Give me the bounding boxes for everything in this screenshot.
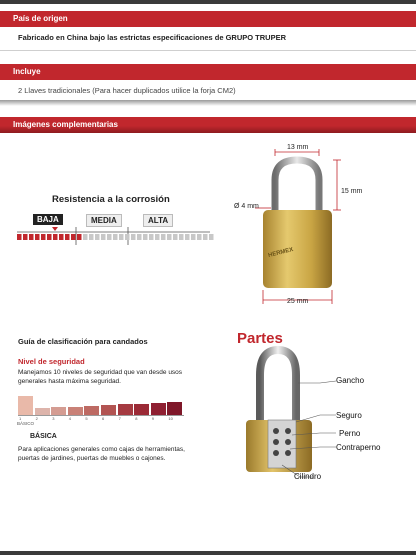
corrosion-segment	[173, 234, 178, 240]
security-level-number: 1	[19, 416, 22, 421]
corrosion-segment	[137, 234, 142, 240]
security-level-bar	[134, 404, 149, 415]
corrosion-title: Resistencia a la corrosión	[52, 194, 170, 205]
corrosion-segment	[59, 234, 64, 240]
part-label-lock: Seguro	[336, 411, 362, 420]
top-border	[0, 0, 416, 4]
corrosion-segment	[83, 234, 88, 240]
lock-body	[263, 210, 332, 288]
corrosion-segment	[203, 234, 208, 240]
corrosion-segment	[23, 234, 28, 240]
corrosion-scale	[14, 223, 214, 249]
corrosion-label-medium: MEDIA	[86, 214, 122, 227]
lock-brand: HERMEX	[267, 246, 295, 260]
corrosion-segment	[143, 234, 148, 240]
corrosion-segment	[89, 234, 94, 240]
corrosion-segment	[179, 234, 184, 240]
security-subtitle: Nivel de seguridad	[18, 357, 85, 366]
includes-text: 2 Llaves tradicionales (Para hacer duplicados utilice la forja CM2)	[18, 86, 236, 95]
security-title: Guía de clasificación para candados	[18, 337, 148, 346]
part-label-driver-pin: Contraperno	[336, 443, 381, 452]
security-level-number: 5	[85, 416, 88, 421]
corrosion-segment	[155, 234, 160, 240]
security-level-bars	[18, 396, 184, 416]
corrosion-segment	[53, 234, 58, 240]
corrosion-label-high: ALTA	[143, 214, 173, 227]
security-level-bar	[68, 407, 83, 415]
security-level-bar	[151, 403, 166, 415]
section-header-origin: País de origen	[0, 11, 416, 27]
security-level-number: 6	[102, 416, 105, 421]
security-level-bar	[167, 402, 182, 415]
security-level-number: 4	[68, 416, 72, 421]
security-level-name: BÁSICA	[30, 433, 57, 440]
security-level-bar	[18, 396, 33, 415]
corrosion-segment	[95, 234, 100, 240]
security-level-number: 2	[35, 416, 38, 421]
security-level-bar	[35, 408, 50, 415]
security-level-bar	[101, 405, 116, 415]
divider-shadow	[0, 100, 416, 106]
corrosion-segment	[161, 234, 166, 240]
security-level-number: 10	[168, 416, 173, 421]
security-level-number: 8	[135, 416, 138, 421]
divider	[0, 50, 416, 51]
corrosion-segment	[65, 234, 70, 240]
corrosion-segment	[35, 234, 40, 240]
corrosion-segment	[29, 234, 34, 240]
corrosion-segment	[131, 234, 136, 240]
part-label-shackle: Gancho	[336, 376, 365, 385]
corrosion-segment	[107, 234, 112, 240]
security-level-bar	[84, 406, 99, 415]
corrosion-segment	[149, 234, 154, 240]
corrosion-label-low: BAJA	[33, 214, 63, 225]
corrosion-segment	[77, 234, 82, 240]
security-level-bar	[51, 407, 66, 415]
section-header-images: Imágenes complementarias	[0, 117, 416, 133]
parts-title: Partes	[237, 330, 283, 347]
corrosion-segment	[191, 234, 196, 240]
lock-dimension-drawing	[225, 140, 395, 310]
corrosion-segment	[71, 234, 76, 240]
lock-parts-diagram	[240, 345, 410, 490]
corrosion-segment	[167, 234, 172, 240]
origin-text: Fabricado en China bajo las estrictas especificaciones de GRUPO TRUPER	[18, 33, 287, 42]
section-header-includes: Incluye	[0, 64, 416, 80]
corrosion-segment	[197, 234, 202, 240]
corrosion-segment	[125, 234, 130, 240]
security-level-number: 9	[151, 416, 155, 421]
security-scale-caption: BÁSICO	[17, 421, 35, 426]
bottom-border	[0, 551, 416, 555]
security-level-number: 3	[52, 416, 55, 421]
dimension-bottom: 25 mm	[287, 298, 309, 305]
corrosion-segment	[113, 234, 118, 240]
part-label-cylinder: Cilindro	[294, 472, 322, 481]
corrosion-segment	[119, 234, 124, 240]
corrosion-segment	[185, 234, 190, 240]
dimension-left: Ø 4 mm	[234, 203, 259, 210]
corrosion-segment	[17, 234, 22, 240]
corrosion-segment	[209, 234, 214, 240]
security-level-description: Para aplicaciones generales como cajas de herramientas, puertas de jardines, puertas de muebles o cajones.	[18, 446, 185, 462]
security-level-number: 7	[118, 416, 121, 421]
corrosion-segment	[41, 234, 46, 240]
security-description: Manejamos 10 niveles de seguridad que van desde usos generales hasta máxima seguridad.	[18, 369, 183, 385]
part-label-pin: Perno	[339, 429, 361, 438]
dimension-right: 15 mm	[341, 188, 363, 195]
indicator-arrow	[52, 227, 58, 231]
security-level-numbers	[18, 416, 184, 424]
corrosion-segment	[101, 234, 106, 240]
dimension-top: 13 mm	[287, 144, 309, 151]
security-level-bar	[118, 404, 133, 415]
corrosion-segment	[47, 234, 52, 240]
